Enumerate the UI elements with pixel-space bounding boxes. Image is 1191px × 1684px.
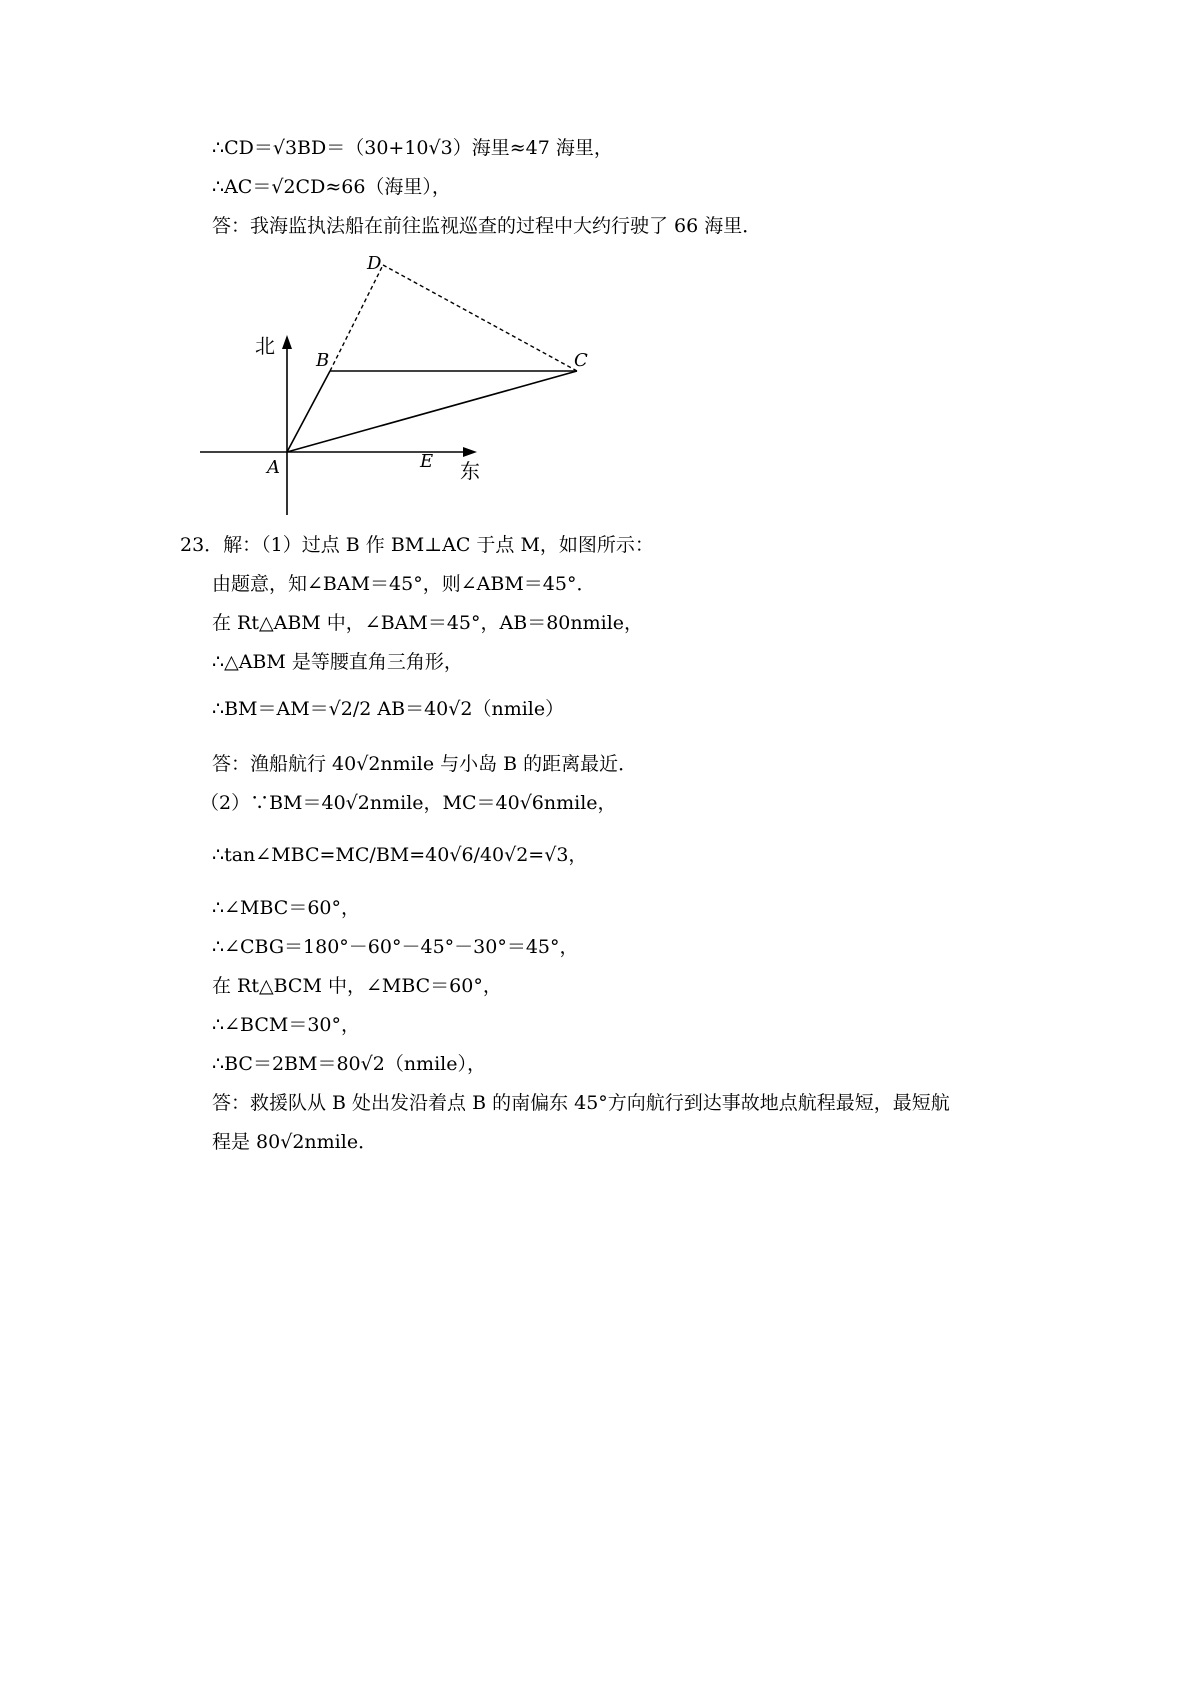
solution-line: ∴BC＝2BM＝80√2（nmile）， <box>212 1053 486 1075</box>
solution-line: ∴∠MBC＝60°， <box>212 897 360 919</box>
point-A-label: A <box>267 457 280 478</box>
geometry-figure <box>195 250 615 525</box>
point-D-label: D <box>367 253 382 274</box>
solution-line: ∴∠BCM＝30°， <box>212 1014 360 1036</box>
solution-line: 由题意，知∠BAM＝45°，则∠ABM＝45°． <box>212 573 596 595</box>
segment-BD-dashed <box>330 265 383 371</box>
north-label: 北 <box>255 334 275 358</box>
segment-DC-dashed <box>383 265 577 371</box>
solution-line: ∴BM＝AM＝√2/2 AB＝40√2（nmile） <box>212 698 565 720</box>
solution-line: ∴CD＝√3BD＝（30+10√3）海里≈47 海里， <box>212 137 613 159</box>
solution-line: ∴△ABM 是等腰直角三角形， <box>212 651 463 673</box>
answer-line: 答：我海监执法船在前往监视巡查的过程中大约行驶了 66 海里． <box>212 215 762 237</box>
point-C-label: C <box>574 350 588 371</box>
problem-23-heading: 23．解：（1）过点 B 作 BM⊥AC 于点 M，如图所示： <box>180 534 654 556</box>
solution-line: ∴tan∠MBC=MC/BM=40√6/40√2=√3， <box>212 844 588 866</box>
east-arrow <box>463 447 477 457</box>
segment-AC <box>287 371 577 452</box>
point-E-label: E <box>420 451 434 472</box>
answer-line: 程是 80√2nmile． <box>212 1131 378 1153</box>
segment-AB <box>287 371 330 452</box>
solution-line: 在 Rt△BCM 中，∠MBC＝60°， <box>212 975 502 997</box>
answer-line: 答：渔船航行 40√2nmile 与小岛 B 的距离最近． <box>212 753 638 775</box>
solution-line: ∴∠CBG＝180°－60°－45°－30°＝45°， <box>212 936 579 958</box>
answer-line: 答：救援队从 B 处出发沿着点 B 的南偏东 45°方向航行到达事故地点航程最短，最短航 <box>212 1092 950 1114</box>
east-label: 东 <box>460 459 480 483</box>
north-arrow <box>282 335 292 349</box>
point-B-label: B <box>316 350 330 371</box>
solution-line: 在 Rt△ABM 中，∠BAM＝45°，AB＝80nmile， <box>212 612 644 634</box>
part-2-line: （2）∵BM＝40√2nmile，MC＝40√6nmile， <box>200 792 617 814</box>
solution-line: ∴AC＝√2CD≈66（海里）， <box>212 176 451 198</box>
